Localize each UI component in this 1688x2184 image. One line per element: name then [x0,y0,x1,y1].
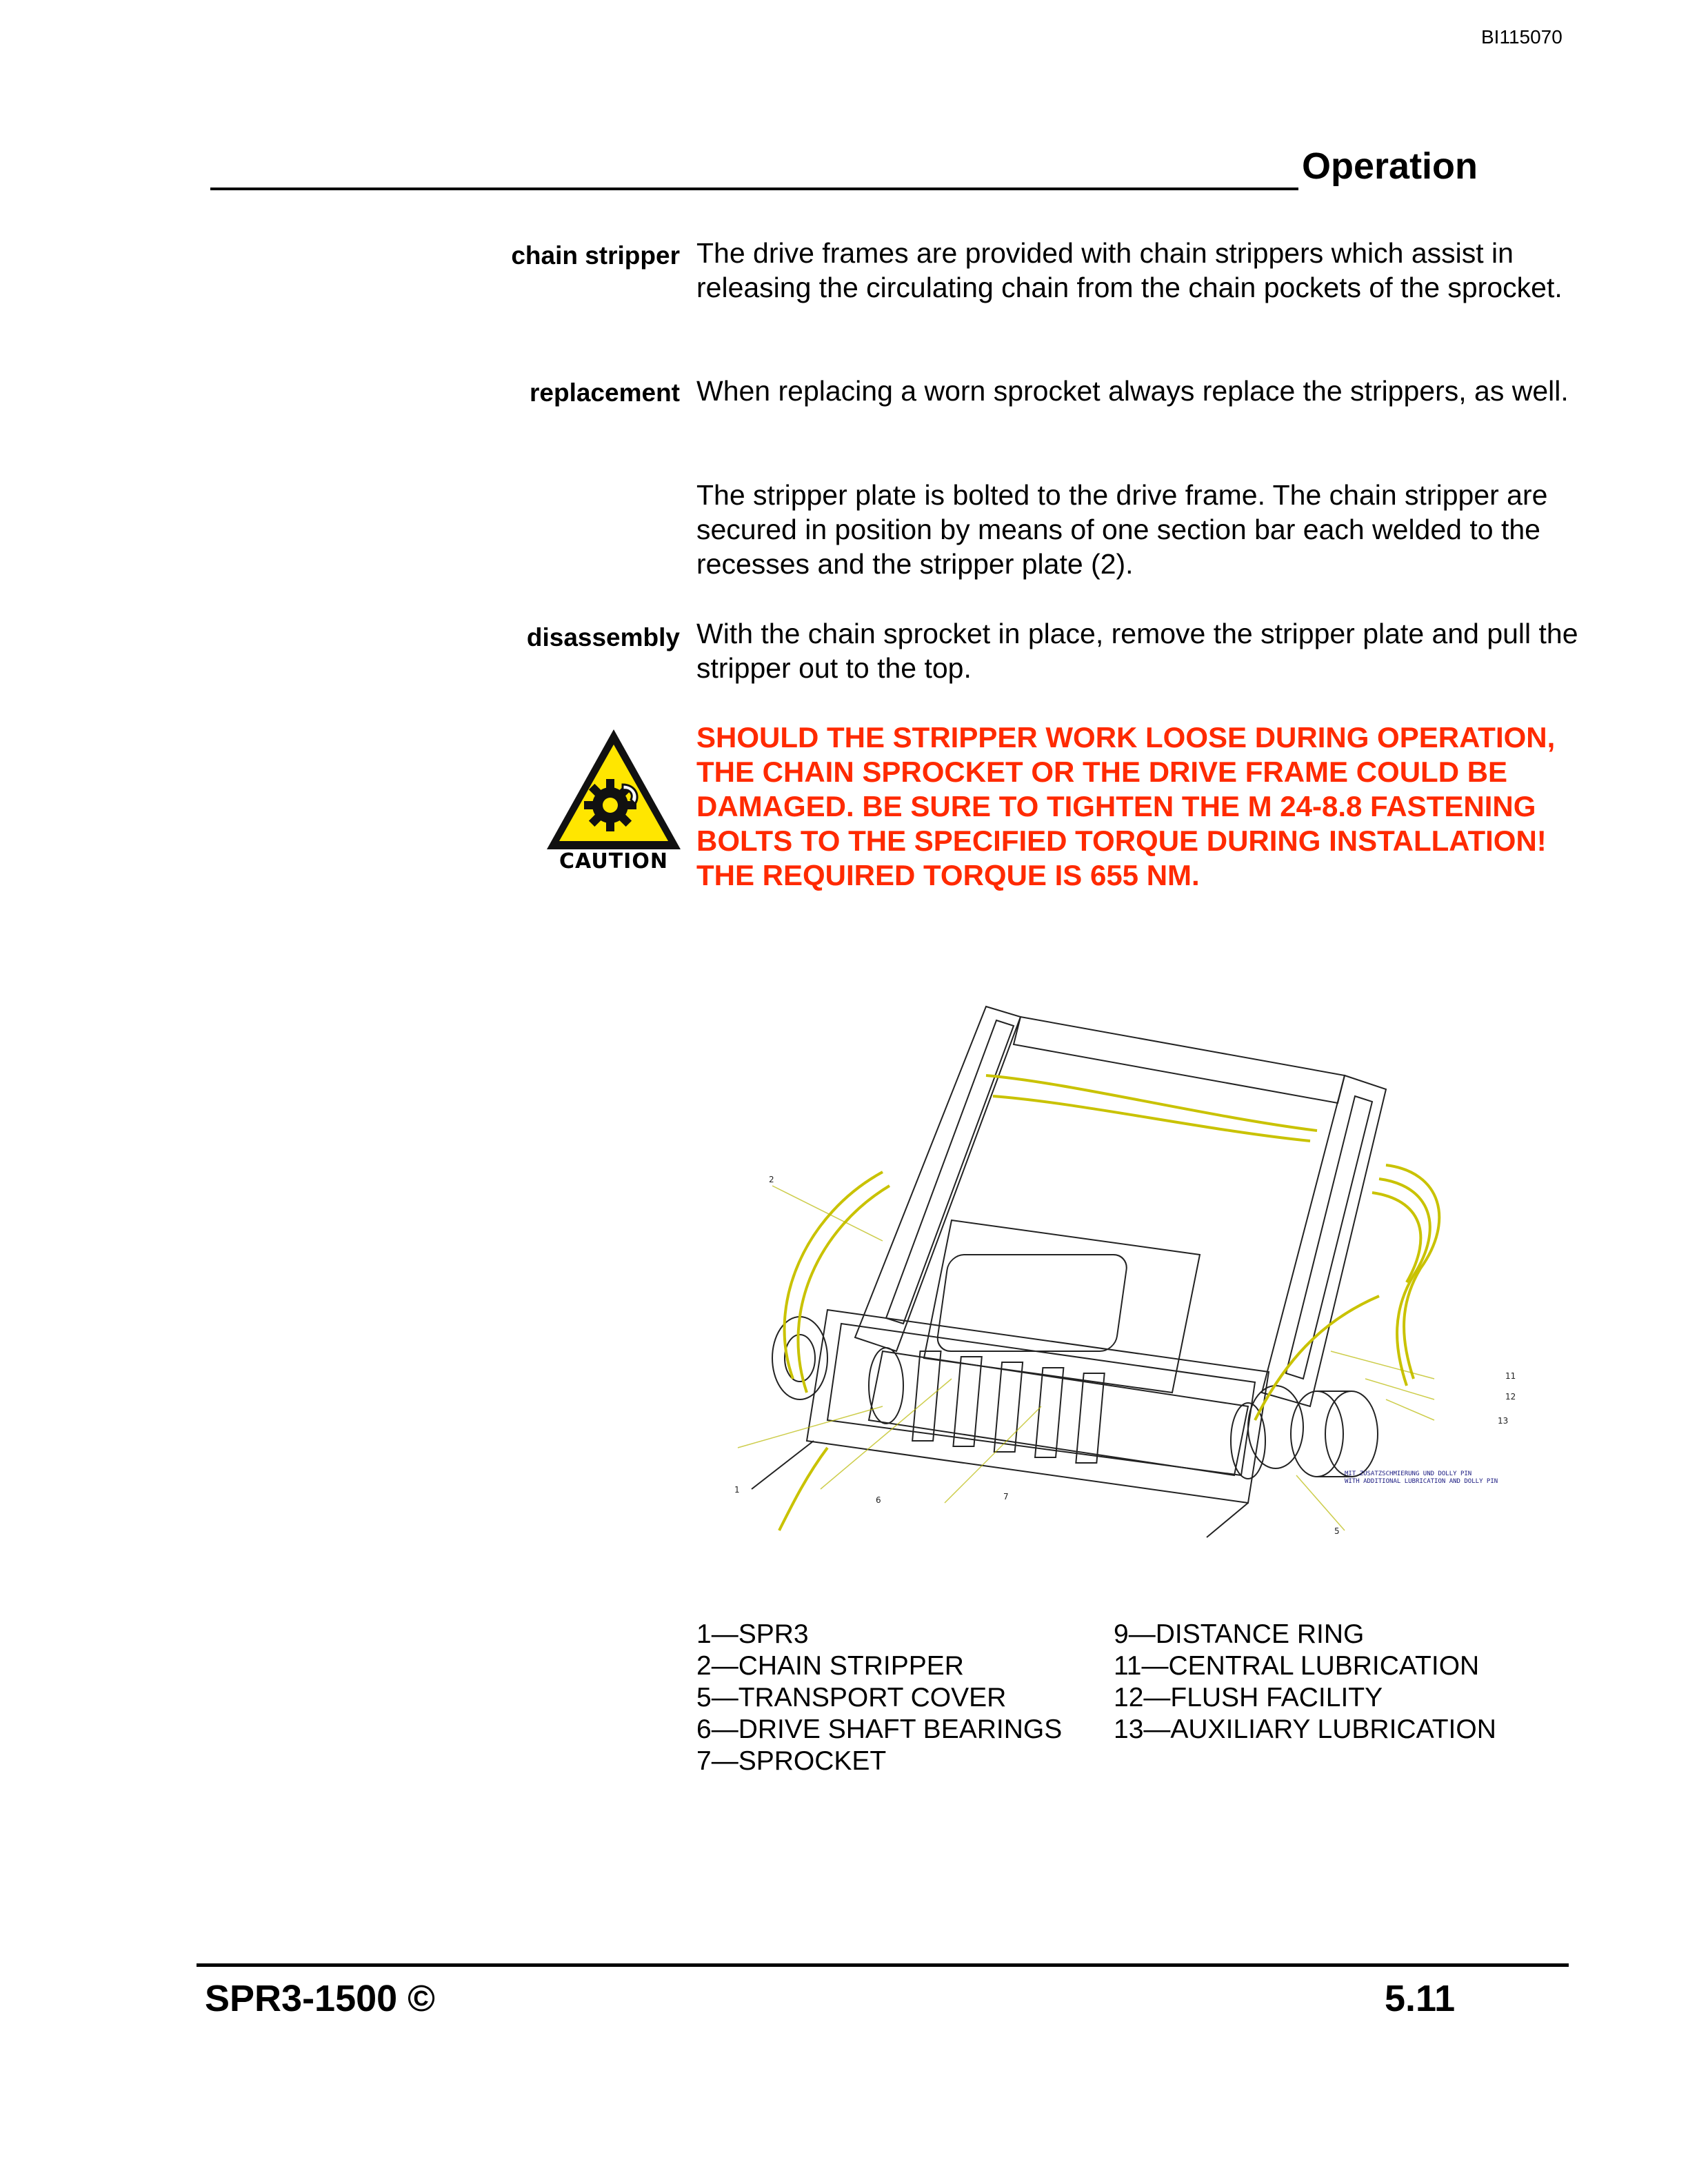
footer-page-number: 5.11 [1385,1978,1456,2019]
caution-label: CAUTION [559,849,668,873]
side-label-chain-stripper: chain stripper [511,241,680,270]
legend-item: 12—FLUSH FACILITY [1114,1683,1383,1712]
legend-item: 11—CENTRAL LUBRICATION [1114,1651,1480,1681]
header-rule [210,188,1298,190]
caution-text: SHOULD THE STRIPPER WORK LOOSE DURING OPERATION, THE CHAIN SPROCKET OR THE DRIVE FRAME COULD BE DAMAGED. BE SURE TO TIGHTEN THE M 24-8.8 FASTENING BOLTS TO THE SPECIFIED TORQUE DURING INSTALLATION! THE REQUIRED TORQUE IS 655 NM. [696,721,1556,891]
callout-2: 2 [769,1175,774,1184]
legend-item: 6—DRIVE SHAFT BEARINGS [696,1715,1063,1744]
footer-rule [197,1963,1569,1967]
paragraph-chain-stripper: The drive frames are provided with chain strippers which assist in releasing the circulating chain from the chain pockets of the sprocket. [696,237,1563,303]
callout-6: 6 [876,1495,881,1505]
callout-1: 1 [734,1485,740,1495]
legend-item: 7—SPROCKET [696,1746,887,1776]
legend-right [1114,1619,1496,1746]
callout-7: 7 [1003,1492,1009,1502]
legend-left [696,1619,1062,1777]
paragraph-replacement: When replacing a worn sprocket always replace the strippers, as well. [696,375,1569,407]
paragraph-stripper-plate: The stripper plate is bolted to the drive frame. The chain stripper are secured in position by means of one section bar each welded to the recesses and the stripper plate (2). [696,479,1548,580]
paragraph-disassembly: With the chain sprocket in place, remove the stripper plate and pull the stripper out to the top. [696,618,1578,684]
caution-gear-hand-icon [541,724,686,858]
callout-11: 11 [1505,1371,1516,1381]
legend-item: 5—TRANSPORT COVER [696,1683,1007,1712]
callout-12: 12 [1505,1392,1516,1402]
legend-item: 9—DISTANCE RING [1114,1619,1365,1649]
side-label-replacement: replacement [530,378,680,407]
figure-note-line1: MIT ZUSATZSCHMIERUNG UND DOLLY PIN [1345,1470,1472,1477]
figure-note-line2: WITH ADDITIONAL LUBRICATION AND DOLLY PIN [1345,1478,1498,1485]
section-title: Operation [1302,145,1478,187]
callout-5: 5 [1334,1526,1340,1536]
drive-frame-drawing [724,993,1538,1544]
footer-document-code: SPR3-1500 © [205,1978,435,2019]
legend-item: 13—AUXILIARY LUBRICATION [1114,1715,1496,1744]
side-label-disassembly: disassembly [526,623,680,651]
callout-13: 13 [1498,1416,1509,1426]
legend-item: 2—CHAIN STRIPPER [696,1651,964,1681]
legend-item: 1—SPR3 [696,1619,809,1649]
document-id: BI115070 [1481,26,1563,48]
